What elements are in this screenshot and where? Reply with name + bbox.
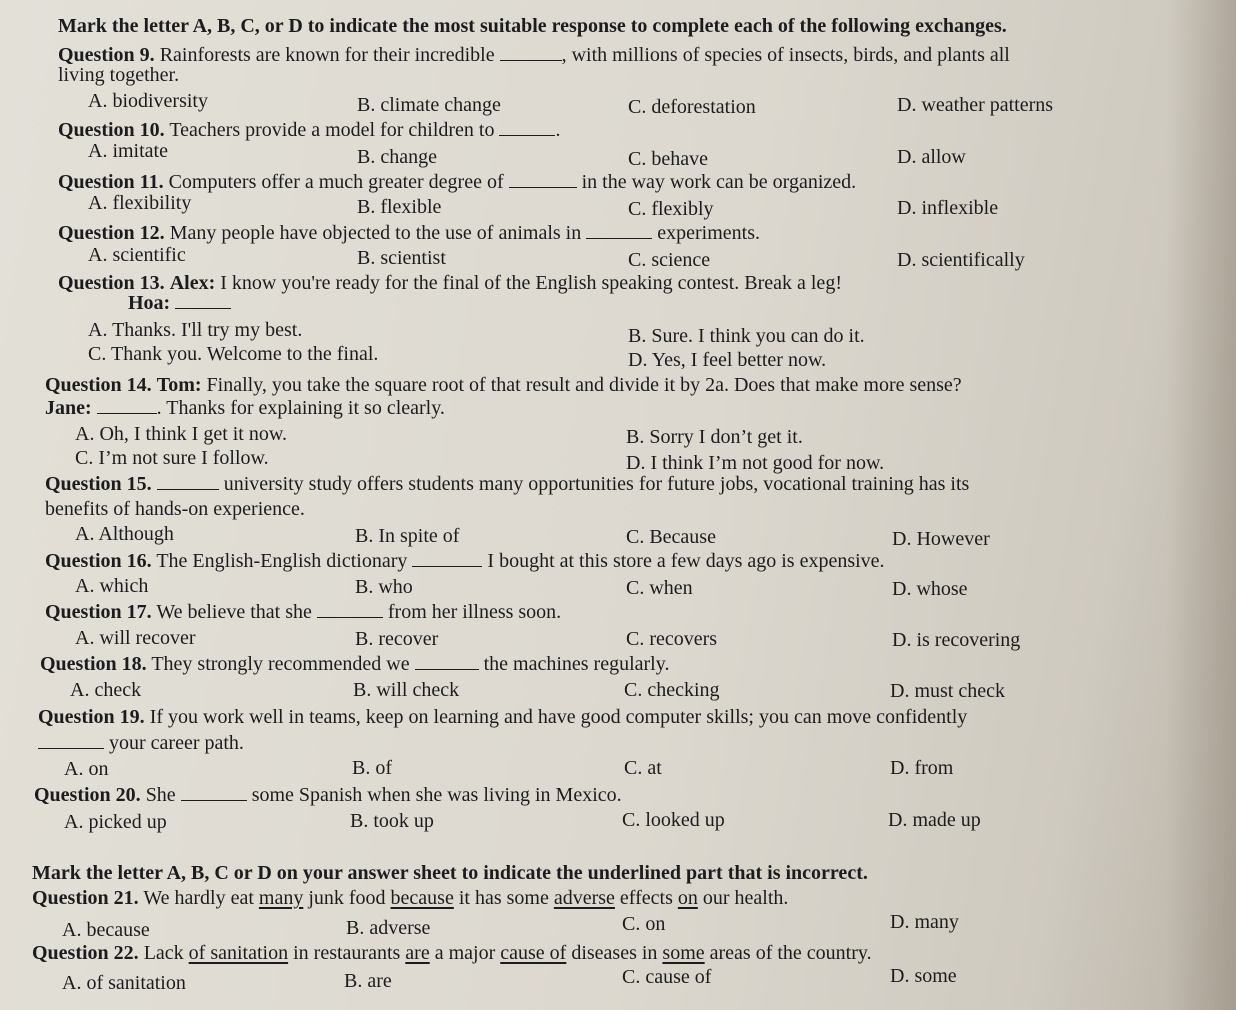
- option-d[interactable]: D. allow: [897, 146, 966, 168]
- question-14: [45, 373, 962, 397]
- question-19-continued: [38, 731, 244, 755]
- option-a[interactable]: A. on: [64, 758, 109, 780]
- option-b[interactable]: B. change: [357, 146, 437, 168]
- question-text: Many people have objected to the use of animals in: [169, 222, 582, 244]
- option-c[interactable]: C. Because: [626, 526, 716, 548]
- option-a[interactable]: A. which: [75, 575, 149, 597]
- option-b[interactable]: B. recover: [355, 628, 439, 650]
- option-d[interactable]: D. from: [890, 757, 954, 779]
- option-a[interactable]: A. biodiversity: [88, 90, 208, 112]
- question-text: it has some: [458, 887, 549, 909]
- question-text: We believe that she: [156, 601, 312, 623]
- option-d[interactable]: D. However: [892, 528, 990, 550]
- question-text: effects: [619, 887, 673, 909]
- question-label: Question 9.: [58, 44, 155, 66]
- underlined-part: are: [405, 942, 430, 964]
- option-b[interactable]: B. climate change: [357, 94, 501, 116]
- option-b[interactable]: B. scientist: [357, 247, 446, 269]
- option-c[interactable]: C. I’m not sure I follow.: [75, 447, 269, 469]
- reply-line: [45, 396, 445, 420]
- question-label: Question 20.: [34, 784, 141, 806]
- question-text: She: [145, 784, 176, 806]
- option-a[interactable]: A. of sanitation: [62, 972, 186, 994]
- question-text: from her illness soon.: [387, 601, 562, 623]
- option-a[interactable]: A. will recover: [75, 627, 196, 649]
- question-text: Lack: [143, 942, 184, 964]
- question-label: Question 18.: [40, 653, 147, 675]
- question-label: Question 11.: [58, 171, 164, 193]
- question-text: . Thanks for explaining it so clearly.: [156, 397, 445, 419]
- question-text: Rainforests are known for their incredible: [159, 44, 495, 66]
- question-label: Question 21.: [32, 887, 139, 909]
- option-c[interactable]: C. cause of: [622, 966, 712, 988]
- question-text: , with millions of species of insects, birds, and plants all: [561, 44, 1010, 66]
- question-text: They strongly recommended we: [151, 653, 410, 675]
- answer-blank: [415, 653, 479, 670]
- answer-blank: [500, 44, 562, 61]
- question-label: Question 16.: [45, 550, 152, 572]
- option-b[interactable]: B. flexible: [357, 196, 442, 218]
- option-a[interactable]: A. scientific: [88, 244, 186, 266]
- option-b[interactable]: B. are: [344, 970, 392, 992]
- question-17: [45, 600, 561, 624]
- option-d[interactable]: D. whose: [892, 578, 968, 600]
- question-text: areas of the country.: [709, 942, 872, 964]
- option-c[interactable]: C. flexibly: [628, 198, 714, 220]
- question-label: Question 14.: [45, 374, 152, 396]
- speaker-name: Alex:: [169, 272, 216, 294]
- option-c[interactable]: C. Thank you. Welcome to the final.: [88, 343, 379, 365]
- question-text: our health.: [702, 887, 789, 909]
- question-21: [32, 886, 788, 910]
- option-b[interactable]: B. of: [352, 757, 392, 779]
- answer-blank: [175, 292, 231, 309]
- question-20: [34, 783, 622, 807]
- answer-blank: [157, 473, 219, 490]
- question-text: in the way work can be organized.: [581, 171, 857, 193]
- question-text: If you work well in teams, keep on learning and have good computer skills; you can move confidently: [149, 706, 968, 728]
- option-d[interactable]: D. inflexible: [897, 197, 999, 219]
- option-b[interactable]: B. will check: [353, 679, 460, 701]
- question-18: [40, 652, 669, 676]
- option-d[interactable]: D. made up: [888, 809, 981, 831]
- option-b[interactable]: B. adverse: [346, 917, 431, 939]
- question-label: Question 19.: [38, 706, 145, 728]
- option-a[interactable]: A. Oh, I think I get it now.: [75, 423, 288, 445]
- question-text: Computers offer a much greater degree of: [168, 171, 504, 193]
- option-c[interactable]: C. when: [626, 577, 693, 599]
- question-label: Question 17.: [45, 601, 152, 623]
- question-text: Finally, you take the square root of that result and divide it by 2a. Does that make more sense?: [206, 374, 962, 396]
- option-a[interactable]: A. picked up: [64, 811, 167, 833]
- question-text: university study offers students many opportunities for future jobs, vocational training has its: [223, 473, 970, 495]
- option-c[interactable]: C. deforestation: [628, 96, 756, 118]
- underlined-part: some: [662, 942, 705, 964]
- option-a[interactable]: A. Thanks. I'll try my best.: [88, 319, 303, 341]
- question-9: [58, 43, 1010, 67]
- option-a[interactable]: A. check: [70, 679, 142, 701]
- speaker-name: Hoa:: [128, 292, 171, 314]
- question-label: Question 13.: [58, 272, 165, 294]
- question-text: We hardly eat: [143, 887, 254, 909]
- question-16: [45, 549, 885, 573]
- question-label: Question 10.: [58, 119, 165, 141]
- question-text: The English-English dictionary: [156, 550, 408, 572]
- answer-blank: [499, 119, 555, 136]
- question-text: junk food: [308, 887, 386, 909]
- question-text: diseases in: [571, 942, 658, 964]
- answer-blank: [586, 222, 652, 239]
- question-text: a major: [434, 942, 496, 964]
- answer-blank: [181, 784, 247, 801]
- question-label: Question 12.: [58, 222, 165, 244]
- question-text: Teachers provide a model for children to: [169, 119, 495, 141]
- option-b[interactable]: B. Sure. I think you can do it.: [628, 325, 865, 347]
- option-d[interactable]: D. must check: [890, 680, 1005, 702]
- question-text: I know you're ready for the final of the English speaking contest. Break a leg!: [220, 272, 842, 294]
- option-c[interactable]: C. recovers: [626, 628, 718, 650]
- answer-blank: [97, 397, 157, 414]
- underlined-part: because: [390, 887, 454, 909]
- option-c[interactable]: C. behave: [628, 148, 708, 170]
- option-d[interactable]: D. many: [890, 911, 959, 933]
- option-b[interactable]: B. Sorry I don’t get it.: [626, 426, 803, 448]
- question-text: the machines regularly.: [483, 653, 670, 675]
- question-19: [38, 705, 967, 729]
- speaker-name: Tom:: [156, 374, 202, 396]
- option-d[interactable]: D. scientifically: [897, 249, 1025, 271]
- underlined-part: on: [677, 887, 698, 909]
- option-a[interactable]: A. imitate: [88, 140, 168, 162]
- option-c[interactable]: C. science: [628, 249, 711, 271]
- question-text: your career path.: [109, 732, 244, 754]
- answer-blank: [509, 171, 577, 188]
- option-c[interactable]: C. at: [624, 757, 662, 779]
- option-b[interactable]: B. who: [355, 576, 413, 598]
- option-c[interactable]: C. on: [622, 913, 666, 935]
- option-d[interactable]: D. I think I’m not good for now.: [626, 452, 885, 474]
- question-label: Question 15.: [45, 473, 152, 495]
- question-label: Question 22.: [32, 942, 139, 964]
- option-d[interactable]: D. is recovering: [892, 629, 1021, 651]
- answer-blank: [317, 601, 383, 618]
- option-d[interactable]: D. some: [890, 965, 957, 987]
- question-text: I bought at this store a few days ago is expensive.: [487, 550, 885, 572]
- question-text: in restaurants: [293, 942, 401, 964]
- option-c[interactable]: C. looked up: [622, 809, 725, 831]
- speaker-name: Jane:: [45, 397, 92, 419]
- section-header-exchanges: Mark the letter A, B, C, or D to indicate the most suitable response to complete each of the following exchanges.: [58, 15, 1007, 37]
- option-a[interactable]: A. flexibility: [88, 192, 192, 214]
- underlined-part: of sanitation: [188, 942, 289, 964]
- answer-blank: [38, 732, 104, 749]
- option-b[interactable]: B. In spite of: [355, 525, 460, 547]
- question-15-continued: benefits of hands-on experience.: [45, 498, 305, 520]
- question-text: .: [555, 119, 561, 141]
- option-d[interactable]: D. Yes, I feel better now.: [628, 349, 827, 371]
- option-b[interactable]: B. took up: [350, 810, 434, 832]
- underlined-part: many: [258, 887, 304, 909]
- option-a[interactable]: A. Although: [75, 523, 174, 545]
- section-header-incorrect: Mark the letter A, B, C or D on your answer sheet to indicate the underlined part that is incorrect.: [32, 862, 868, 884]
- option-c[interactable]: C. checking: [624, 679, 720, 701]
- question-15: [45, 472, 969, 496]
- question-9-continued: living together.: [58, 64, 180, 86]
- underlined-part: adverse: [553, 887, 615, 909]
- answer-blank: [412, 550, 482, 567]
- question-12: [58, 221, 760, 245]
- option-d[interactable]: D. weather patterns: [897, 94, 1054, 116]
- question-text: experiments.: [657, 222, 760, 244]
- underlined-part: cause of: [500, 942, 567, 964]
- option-a[interactable]: A. because: [62, 919, 150, 941]
- question-22: [32, 941, 872, 965]
- question-text: some Spanish when she was living in Mexico.: [251, 784, 622, 806]
- reply-line: [128, 291, 231, 315]
